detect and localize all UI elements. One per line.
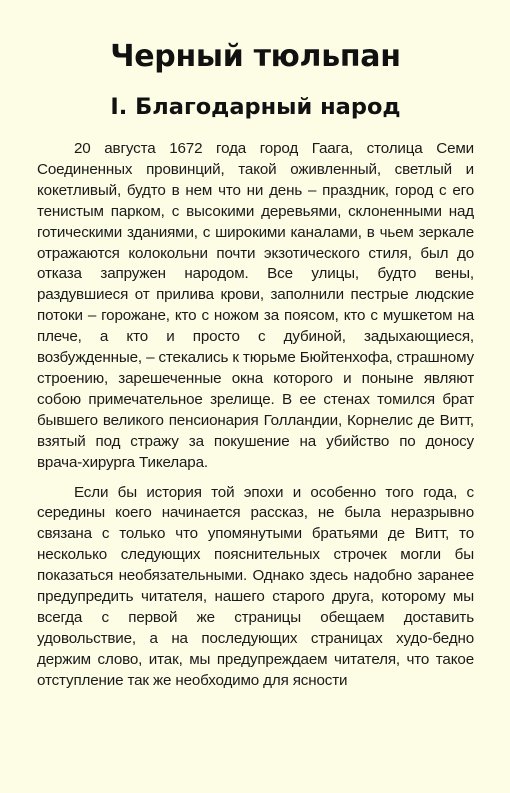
chapter-title: I. Благодарный народ [110,94,401,120]
book-title: Черный тюльпан [110,39,401,74]
book-page [37,36,474,692]
paragraph-1: 20 августа 1672 года город Гаага, столица Семи Соединенных провинций, такой оживленный, светлый и кокетливый, будто в нем что ни день – праздник, город с его тенистым парком, с высокими деревьями, склоненными над готическими зданиями, с широкими каналами, в чьем зеркале отражаются колокольни почти экзотического стиля, был до отказа запружен народом. Все улицы, будто вены, раздувшиеся от прилива крови, заполнили пестрые людские потоки – горожане, кто с ножом за поясом, кто с мушкетом на плече, а кто и просто с дубиной, задыхающиеся, возбужденные, – стекались к тюрьме Бюйтенхофа, страшному строению, зарешеченные окна которого и поныне являют собою примечательное зрелище. В ее стенах томился брат бывшего великого пенсионария Голландии, Корнелис де Витт, взятый под стражу за покушение на убийство по доносу врача-хирурга Тикелара. [37,140,474,471]
paragraph-2: Если бы история той эпохи и особенно того года, с середины коего начинается рассказ, не была неразрывно связана с только что упомянутыми братьями де Витт, то несколько следующих пояснительных строчек могли бы показаться необязательными. Однако здесь надобно заранее предупредить читателя, нашего старого друга, которому мы всегда с первой же страницы обещаем доставить удовольствие, а на последующих страницах худо-бедно держим слово, итак, мы предупреждаем читателя, что такое отступление так же необходимо для ясности [37,483,474,689]
chapter-body [37,139,474,692]
